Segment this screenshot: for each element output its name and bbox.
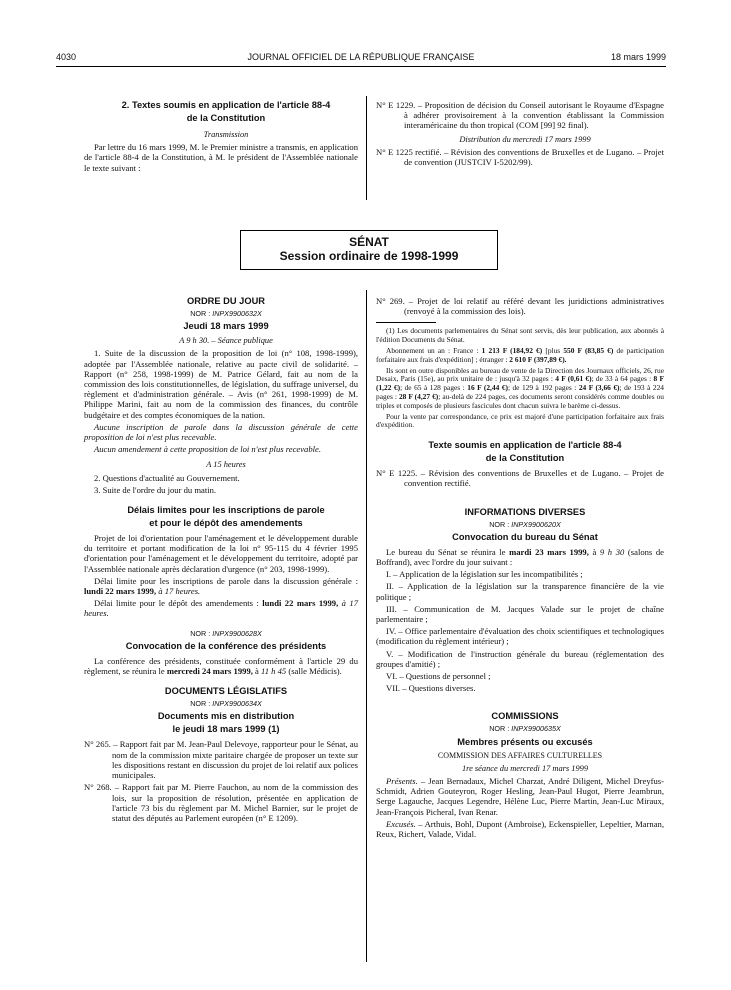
presents-list: Présents. – Jean Bernadaux, Michel Charzat, André Diligent, Michel Dreyfus-Schmidt, Adrien Gouteyron, Roger Hesling, Jean-Paul Hugot, Pierre Jeambrun, Serge Lagauche, Jacques Legendre, Hélène Luc, Pierre Martin, Jean-Luc Miraux, Jean-François Picheral, Ivan Renar. [376,776,664,817]
top-right-column [376,100,664,169]
bureau-heading: Convocation du bureau du Sénat [452,531,598,542]
excuses-list: Excusés. – Arthuis, Bohl, Dupont (Ambroise), Eckenspieller, Lepeltier, Marnan, Reux, Richert, Valade, Vidal. [376,818,664,840]
document-item: N° E 1229. – Proposition de décision du Conseil autorisant le Royaume d'Espagne à adhérer provisoirement à la convention établissant la Commission interaméricaine du thon tropical (COM [99] 92 final). [376,100,664,131]
texte-heading-line2: de la Constitution [485,453,565,464]
paragraph: Délai limite pour les inscriptions de parole dans la discussion générale : lundi 22 mars 1999, à 17 heures. [84,575,358,597]
agenda-list-item: IV. – Office parlementaire d'évaluation des choix scientifiques et technologiques (modification du règlement intérieur) ; [376,626,664,647]
section-heading: 2. Textes soumis en application de l'article 88-4 [121,100,331,110]
delais-heading-line2: et pour le dépôt des amendements [149,518,303,529]
session-time: A 15 heures [206,460,246,470]
top-column-divider [366,96,367,200]
footnote: Pour la vente par correspondance, ce prix est majoré d'une participation forfaitaire aux frais d'expédition. [376,411,664,430]
agenda-list-item: VII. – Questions diverses. [386,683,476,694]
texte-heading: Texte soumis en application de l'article 88-4 [428,440,622,451]
paragraph: Délai limite pour le dépôt des amendements : lundi 22 mars 1999, à 17 heures. [84,598,358,619]
main-column-divider [366,290,367,962]
informations-heading: INFORMATIONS DIVERSES [464,506,586,517]
membres-heading: Membres présents ou excusés [457,736,593,747]
agenda-note: Aucun amendement à cette proposition de loi n'est plus recevable. [94,444,321,455]
session-title: Session ordinaire de 1998-1999 [279,249,459,263]
documents-subheading-line2: le jeudi 18 mars 1999 (1) [172,724,280,735]
documents-subheading: Documents mis en distribution [157,711,295,722]
agenda-list-item: V. – Modification de l'instruction générale du bureau (réglementation des groupes d'amitié) ; [376,648,664,669]
paragraph: Projet de loi d'orientation pour l'aménagement et le développement durable du territoire et portant modification de la loi n° 95-115 du 4 février 1995 d'orientation pour l'aménagement et le développement du territoire, adopté par l'Assemblée nationale après déclaration d'urgence (n° 203, 1998-1999). [84,533,358,574]
paragraph: Par lettre du 16 mars 1999, M. le Premier ministre a transmis, en application de l'article 88-4 de la Constitution, à M. le président de l'Assemblée nationale le texte suivant : [84,142,358,173]
conference-heading: Convocation de la conférence des présidents [125,640,327,651]
header-date: 18 mars 1999 [610,52,666,62]
agenda-list-item: III. – Communication de M. Jacques Valade sur le projet de chaîne parlementaire ; [376,603,664,624]
agenda-item-1: 1. Suite de la discussion de la proposition de loi (n° 108, 1998-1999), adoptée par l'Assemblée nationale, relative au pacte civil de solidarité. – Rapport (n° 258, 1998-1999) de M. Patrice Gélard, fait au nom de la commission des lois constitutionnelles, de législation, du suffrage universel, du règlement et d'administration générale. – Avis (n° 261, 1998-1999) de M. Philippe Marini, fait au nom de la commission des finances, du contrôle budgétaire et des comptes économiques de la nation. [84,348,358,420]
document-item: N° 269. – Projet de loi relatif au référé devant les juridictions administratives (renvoyé à la commission des lois). [376,296,664,317]
document-item: N° 265. – Rapport fait par M. Jean-Paul Delevoye, rapporteur pour le Sénat, au nom de la commission mixte paritaire chargée de proposer un texte sur les dispositions restant en discussion du projet de loi relatif aux polices municipales. [84,739,358,781]
footnote: Abonnement un an : France : 1 213 F (184,92 €) [plus 550 F (83,85 €) de participation forfaitaire aux frais d'expédition] ; étranger : 2 610 F (397,89 €). [376,346,664,364]
journal-title: JOURNAL OFFICIEL DE LA RÉPUBLIQUE FRANÇAISE [247,52,475,62]
agenda-item-3: 3. Suite de l'ordre du jour du matin. [94,484,217,495]
nor-reference: NOR : INPX9900635X [489,724,561,734]
agenda-item-2: 2. Questions d'actualité au Gouvernement. [94,472,240,483]
commission-name: COMMISSION DES AFFAIRES CULTURELLES [437,750,603,760]
distribution-date: Distribution du mercredi 17 mars 1999 [459,134,591,144]
agenda-list-item: II. – Application de la législation sur la transparence financière de la vie politique ; [376,581,664,602]
senat-title-box [240,230,498,270]
left-column [84,296,358,825]
section-heading-line2: de la Constitution [186,113,266,123]
page-number: 4030 [56,52,77,62]
ordre-du-jour-title: ORDRE DU JOUR [187,296,265,306]
agenda-list-item: I. – Application de la législation sur les incompatibilités ; [386,569,583,580]
commissions-heading: COMMISSIONS [491,711,559,722]
documents-heading: DOCUMENTS LÉGISLATIFS [164,686,288,697]
document-item: N° 268. – Rapport fait par M. Pierre Fauchon, au nom de la commission des lois, sur la proposition de résolution, présentée en application de l'article 73 bis du règlement par M. Michel Barnier, sur le projet de statut des députés au Parlement européen (n° E 1209). [84,782,358,823]
document-item: N° E 1225 rectifié. – Révision des conventions de Bruxelles et de Lugano. – Projet de convention (JUSTCIV I-5202/99). [376,146,664,168]
nor-reference: NOR : INPX9900628X [190,628,262,638]
session-time: A 9 h 30. – Séance publique [179,336,273,346]
footnote-rule [376,322,436,323]
nor-reference: NOR : INPX9900620X [489,519,561,529]
nor-reference: NOR : INPX9900634X [190,699,262,709]
paragraph: La conférence des présidents, constituée conformément à l'article 29 du règlement, se réunira le mercredi 24 mars 1999, à 11 h 45 (salle Médicis). [84,655,358,677]
agenda-note: Aucune inscription de parole dans la discussion générale de cette proposition de loi n'est plus recevable. [84,421,358,443]
paragraph: Le bureau du Sénat se réunira le mardi 23 mars 1999, à 9 h 30 (salons de Boffrand), avec l'ordre du jour suivant : [376,546,664,567]
nor-reference: NOR : INPX9900632X [190,309,262,318]
footnote: (1) Les documents parlementaires du Sénat sont servis, dès leur publication, aux abonnés à l'édition Documents du Sénat. [376,326,664,345]
document-item: N° E 1225. – Révision des conventions de Bruxelles et de Lugano. – Projet de convention rectifié. [376,468,664,489]
footnote: Ils sont en outre disponibles au bureau de vente de la Direction des Journaux officiels, 26, rue Desaix, Paris (15e), au prix unitaire de : jusqu'à 32 pages : 4 F (0,61 €); de 33 à 64 pages : 8 F (1,22 €); de 65 à 128 pages : 16 F (2,44 €); de 129 à 192 pages : 24 F (3,66 €); de 193 à 224 pages : 28 F (4,27 €); au-delà de 224 pages, ces documents seront considérés comme doubles ou triples et composés de plusieurs fascicules dont chacun suivra le barème ci-dessus. [376,365,664,410]
right-column [376,296,664,841]
header-rule [56,66,666,67]
agenda-list-item: VI. – Questions de personnel ; [386,671,491,682]
delais-heading: Délais limites pour les inscriptions de parole [127,505,325,516]
senat-title: SÉNAT [349,235,389,249]
seance-date: 1re séance du mercredi 17 mars 1999 [461,763,589,773]
running-header [56,52,666,66]
subheading: Transmission [203,130,249,139]
date-heading: Jeudi 18 mars 1999 [183,321,269,332]
top-left-column [84,100,358,175]
